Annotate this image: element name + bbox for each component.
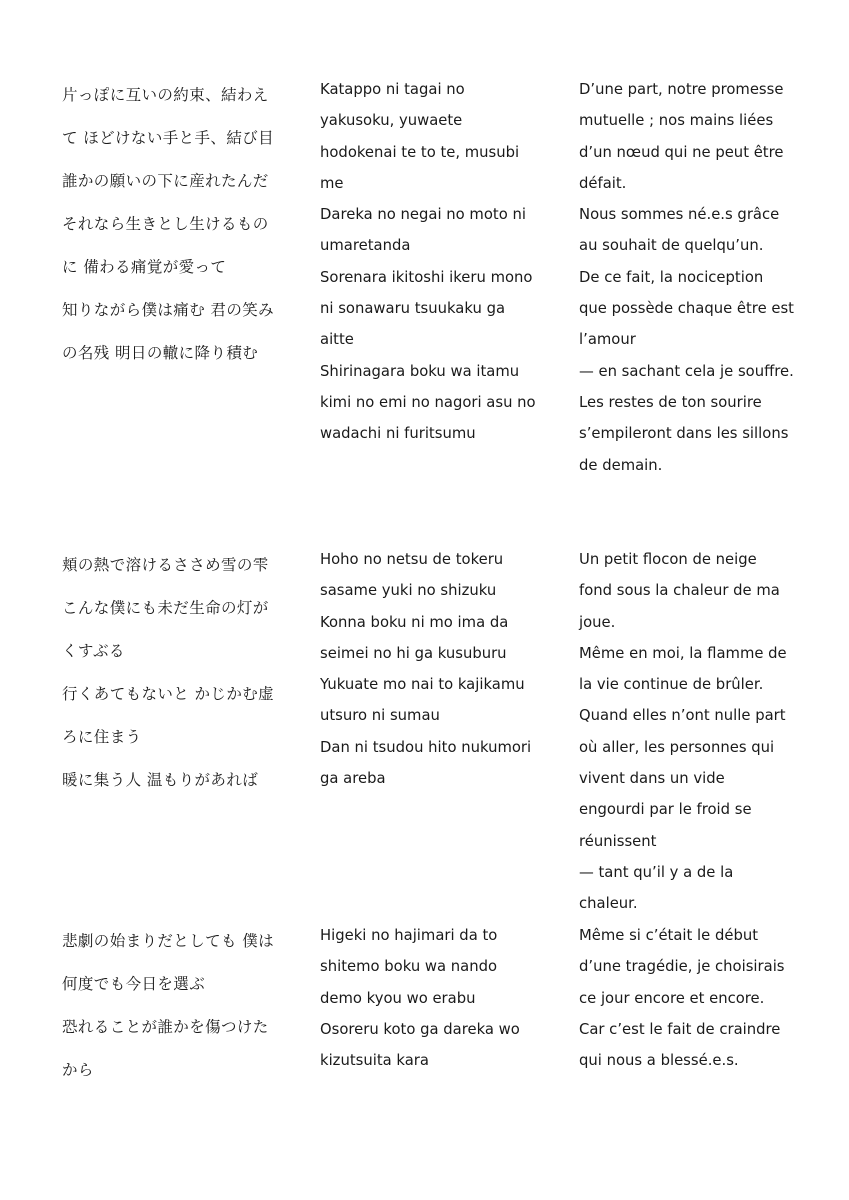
lyric-line: 行くあてもないと かじかむ虚ろに住まう xyxy=(62,685,275,746)
lyric-line: 悲劇の始まりだとしても 僕は何度でも今日を選ぶ xyxy=(62,932,275,993)
lyric-line: Nous sommes né.e.s grâce au souhait de quelqu’un. xyxy=(579,206,780,255)
lyric-line: Même en moi, la flamme de la vie continue de brûler. xyxy=(579,644,787,694)
lyric-line: Sorenara ikitoshi ikeru mono ni sonawaru tsuukaku ga aitte xyxy=(320,268,533,349)
lyric-line: — en sachant cela je souffre. Les restes de ton sourire s’empileront dans les sillons de demain. xyxy=(579,362,794,474)
lyric-line: それなら生きとし生けるものに 備わる痛覚が愛って xyxy=(62,215,269,276)
stanza-3-french xyxy=(579,920,794,1076)
lyric-line: 知りながら僕は痛む 君の笑みの名残 明日の轍に降り積む xyxy=(62,301,275,362)
lyric-line: Car c’est le fait de craindre qui nous a blessé.e.s. xyxy=(579,1020,781,1070)
lyric-line: Dan ni tsudou hito nukumori ga areba xyxy=(320,738,532,788)
lyric-line: Yukuate mo nai to kajikamu utsuro ni sumau xyxy=(320,676,525,725)
lyric-line: D’une part, notre promesse mutuelle ; nos mains liées d’un nœud qui ne peut être défait. xyxy=(579,81,784,192)
stanza-1-japanese xyxy=(62,74,277,375)
lyric-line: 頬の熱で溶けるささめ雪の雫 xyxy=(62,556,269,574)
lyric-line: Shirinagara boku wa itamu kimi no emi no nagori asu no wadachi ni furitsumu xyxy=(320,362,536,443)
stanza-2-french xyxy=(579,544,794,920)
lyric-line: Katappo ni tagai no yakusoku, yuwaete hodokenai te to te, musubi me xyxy=(320,81,520,192)
lyric-line: 恐れることが誰かを傷つけたから xyxy=(62,1018,269,1079)
lyric-line: こんな僕にも未だ生命の灯がくすぶる xyxy=(62,599,269,660)
lyric-line: — tant qu’il y a de la chaleur. xyxy=(579,863,734,913)
lyric-line: Quand elles n’ont nulle part où aller, les personnes qui vivent dans un vide engourdi par le froid se réunissent xyxy=(579,707,786,850)
lyric-line: Dareka no negai no moto ni umaretanda xyxy=(320,206,526,255)
stanza-2-japanese xyxy=(62,544,277,802)
lyric-line: 片っぽに互いの約束、結わえて ほどけない手と手、結び目 xyxy=(62,86,275,147)
lyric-line: 暖に集う人 温もりがあれば xyxy=(62,771,259,789)
lyric-line: Hoho no netsu de tokeru sasame yuki no shizuku xyxy=(320,551,504,600)
lyric-line: De ce fait, la nociception que possède chaque être est l’amour xyxy=(579,268,794,349)
lyric-line: Un petit flocon de neige fond sous la chaleur de ma joue. xyxy=(579,551,780,631)
stanza-1-romaji xyxy=(320,74,540,450)
lyric-line: Même si c’était le début d’une tragédie, je choisirais ce jour encore et encore. xyxy=(579,927,785,1007)
lyric-line: 誰かの願いの下に産れたんだ xyxy=(62,172,269,190)
lyric-line: Higeki no hajimari da to shitemo boku wa nando demo kyou wo erabu xyxy=(320,927,498,1007)
stanza-3-japanese xyxy=(62,920,277,1092)
stanza-2-romaji xyxy=(320,544,540,794)
stanza-1-french xyxy=(579,74,794,481)
lyric-line: Osoreru koto ga dareka wo kizutsuita kara xyxy=(320,1020,520,1070)
lyric-line: Konna boku ni mo ima da seimei no hi ga kusuburu xyxy=(320,613,509,662)
stanza-3-romaji xyxy=(320,920,540,1076)
